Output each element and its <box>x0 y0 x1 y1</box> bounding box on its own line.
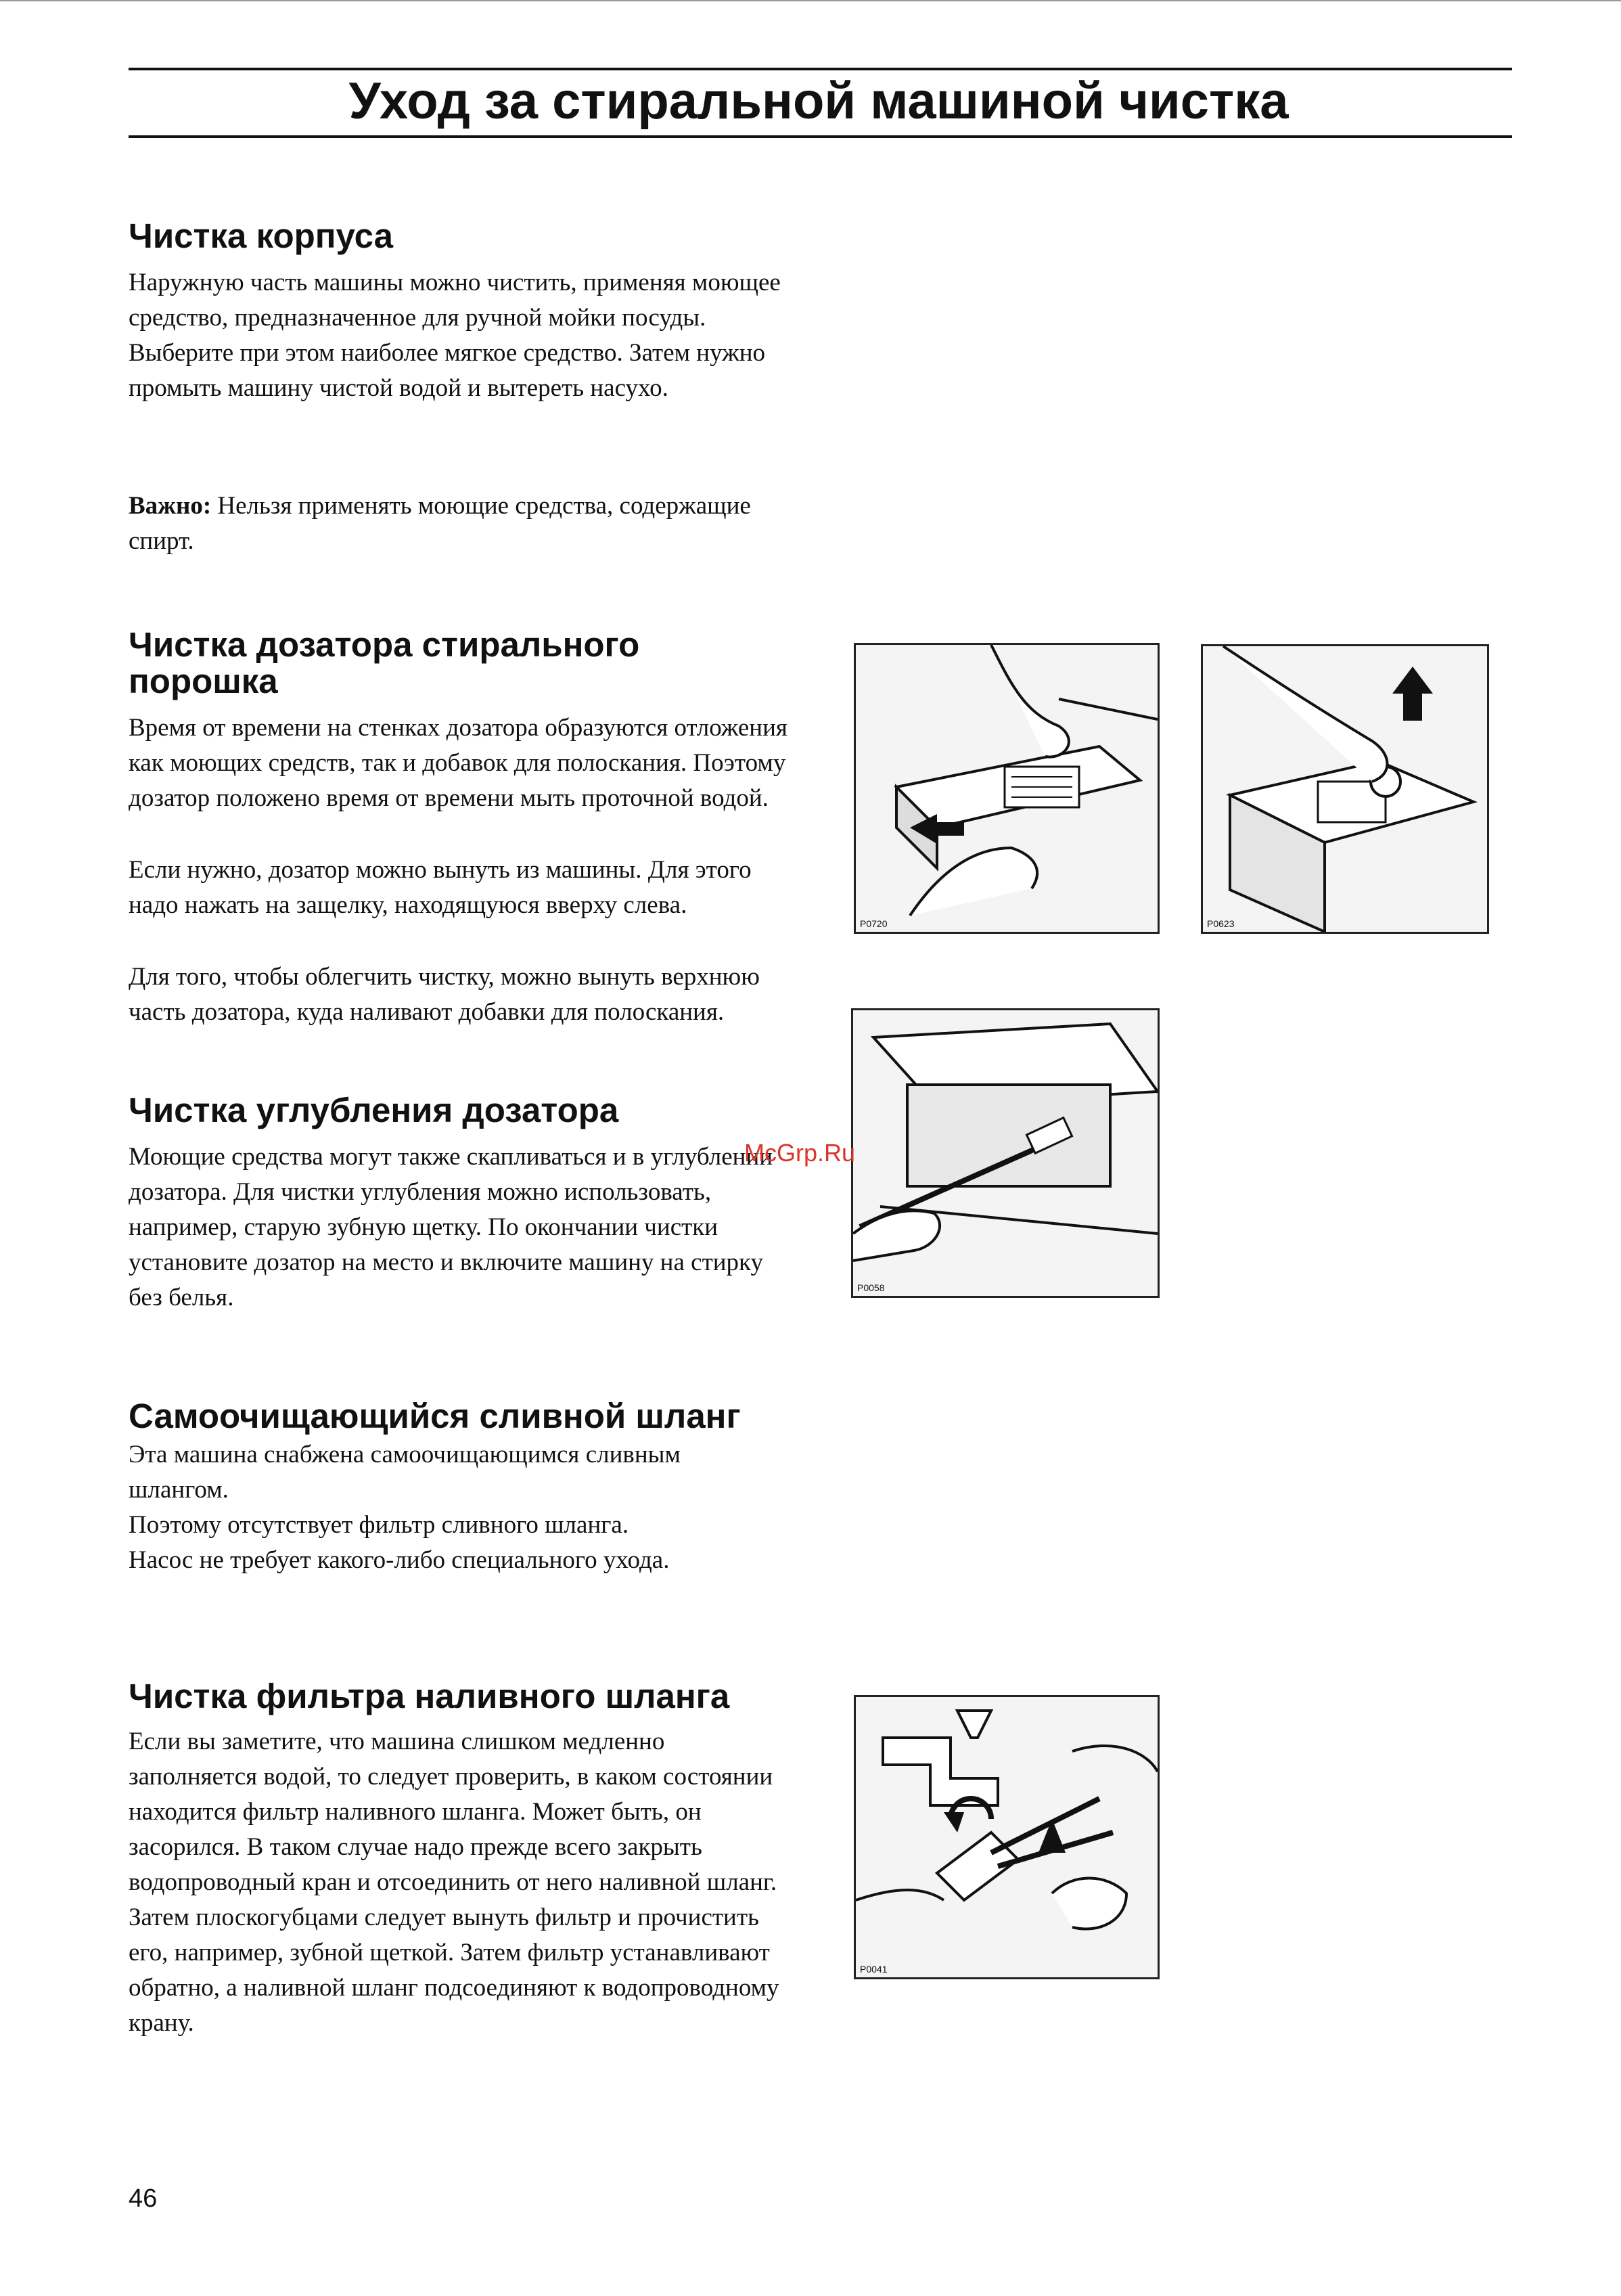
top-removal-illustration <box>1203 646 1487 932</box>
hose-para1: Эта машина снабжена самоочищающимся сливным шлангом. <box>129 1441 681 1504</box>
section-heading-dispenser <box>129 627 839 700</box>
figure-top-removal <box>1201 644 1489 934</box>
section-text-filter: Если вы заметите, что машина слишком медленно заполняется водой, то следует проверить, в каком состоянии находится фильтр наливного шланга. Может быть, он засорился. В таком случае надо прежде всего закрыть водопроводный кран и отсоединить от него наливной шланг. Затем плоскогубцами следует вынуть фильтр и прочистить его, например, зубной щеткой. Затем фильтр устанавливают обратно, а наливной шланг подсоединяют к водопроводному крану. <box>129 1728 779 2037</box>
hose-para2: Поэтому отсутствует фильтр сливного шланга. <box>129 1511 629 1539</box>
figure-recess-cleaning <box>851 1008 1160 1298</box>
watermark: McGrp.Ru <box>744 1139 856 1167</box>
dispenser-para2: Если нужно, дозатор можно вынуть из машины. Для этого надо нажать на защелку, находящуюся вверху слева. <box>129 856 752 919</box>
important-note-label: Важно: <box>129 492 212 520</box>
figure-inlet-filter <box>854 1695 1160 1979</box>
hose-para3: Насос не требует какого-либо специального ухода. <box>129 1546 670 1574</box>
important-note-text: Нельзя применять моющие средства, содержащие спирт. <box>129 492 751 555</box>
page-title: Уход за стиральной машиной чистка <box>348 72 1289 130</box>
section-text-body: Наружную часть машины можно чистить, применяя моющее средство, предназначенное для ручной мойки посуды. Выберите при этом наиболее мягкое средство. Затем нужно промыть машину чистой водой и вытереть насухо. <box>129 269 781 402</box>
dispenser-para3: Для того, чтобы облегчить чистку, можно вынуть верхнюю часть дозатора, куда наливают добавки для полоскания. <box>129 963 760 1026</box>
dispenser-para1: Время от времени на стенках дозатора образуются отложения как моющих средств, так и добавок для полоскания. Поэтому дозатор положено время от времени мыть проточной водой. <box>129 714 787 812</box>
figure-3-label: P0058 <box>857 1282 885 1293</box>
figure-1-label: P0720 <box>860 918 888 929</box>
figure-4-label: P0041 <box>860 1964 888 1975</box>
page-number: 46 <box>129 2184 158 2213</box>
important-note <box>129 489 798 559</box>
section-heading-recess: Чистка углубления дозатора <box>129 1091 619 1129</box>
section-heading-filter: Чистка фильтра наливного шланга <box>129 1677 730 1715</box>
section-heading-dispenser-line1: Чистка дозатора стирального <box>129 625 640 664</box>
section-text-recess: Моющие средства могут также скапливаться и в углублении дозатора. Для чистки углубления можно использовать, например, старую зубную щетку. По окончании чистки установите дозатор на место и включите машину на стирку без белья. <box>129 1143 773 1311</box>
section-heading-hose: Самоочищающийся сливной шланг <box>129 1397 741 1435</box>
figure-2-label: P0623 <box>1207 918 1235 929</box>
figure-dispenser-removal <box>854 643 1160 934</box>
inlet-filter-illustration <box>856 1697 1158 1977</box>
dispenser-removal-illustration <box>856 645 1158 932</box>
top-scan-line <box>0 0 1621 1</box>
title-bottom-rule <box>129 135 1512 138</box>
recess-cleaning-illustration <box>853 1010 1158 1296</box>
section-heading-dispenser-line2: порошка <box>129 662 278 700</box>
section-heading-body: Чистка корпуса <box>129 217 393 255</box>
